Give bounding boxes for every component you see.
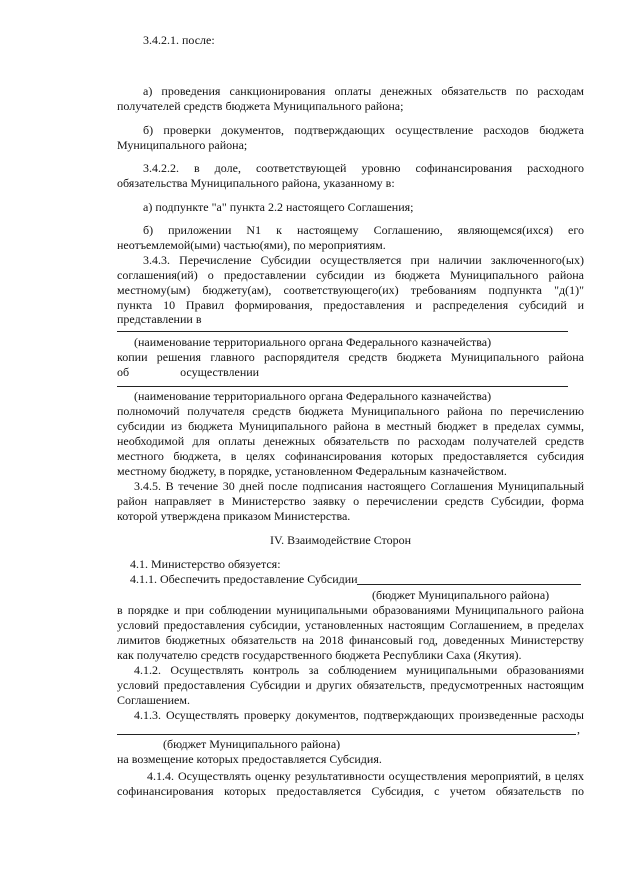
paragraph-line: субсидии из бюджета Муниципального района в местный бюджет в пределах суммы, bbox=[117, 419, 584, 433]
field-caption: (наименование территориального органа Федерального казначейства) bbox=[134, 389, 492, 403]
paragraph-line: а) проведения санкционирования оплаты денежных обязательств по расходам bbox=[143, 84, 584, 98]
field-caption: (бюджет Муниципального района) bbox=[163, 737, 341, 751]
clause-4-1-4: 4.1.4. Осуществлять оценку результативности осуществления мероприятий, в целях bbox=[147, 769, 584, 783]
clause-3-4-3: 3.4.3. Перечисление Субсидии осуществляется при наличии заключенного(ых) bbox=[143, 253, 584, 267]
field-caption: (бюджет Муниципального района) bbox=[372, 588, 550, 602]
paragraph-line: местного бюджета, в целях софинансирования которых предоставляется субсидия bbox=[117, 449, 584, 463]
paragraph-line: местному(ым) бюджету(ам), соответствующего(их) требованиям подпункта "д(1)" bbox=[117, 283, 584, 297]
paragraph-line: а) подпункте "а" пункта 2.2 настоящего Соглашения; bbox=[143, 200, 414, 214]
paragraph-line: б) приложении N1 к настоящему Соглашению, являющемся(ихся) его bbox=[143, 223, 584, 237]
fill-in-line bbox=[117, 386, 568, 387]
paragraph-line: Соглашением. bbox=[117, 693, 190, 707]
fill-in-line bbox=[117, 331, 568, 332]
paragraph-line: полномочий получателя средств бюджета Муниципального района по перечислению bbox=[117, 404, 584, 418]
fill-in-line bbox=[117, 734, 576, 735]
paragraph-line: которой утверждена приказом Министерства. bbox=[117, 509, 351, 523]
clause-4-1-2: 4.1.2. Осуществлять контроль за соблюдением муниципальными образованиями bbox=[134, 663, 584, 677]
paragraph-line: пункта 10 Правил формирования, предоставления и распределения субсидий и bbox=[117, 298, 584, 312]
paragraph-line: соглашения(ий) о предоставлении субсидии из бюджета Муниципального района bbox=[117, 268, 584, 282]
paragraph-line: как получателю средств государственного бюджета Республики Саха (Якутия). bbox=[117, 648, 522, 662]
paragraph-line: условий предоставления Субсидии и других обязательств, предусмотренных настоящим bbox=[117, 678, 584, 692]
clause-3-4-2-2: 3.4.2.2. в доле, соответствующей уровню софинансирования расходного bbox=[143, 161, 584, 175]
clause-4-1-3: 4.1.3. Осуществлять проверку документов, подтверждающих произведенные расходы bbox=[134, 708, 584, 722]
paragraph-line: условий предоставления субсидии, установленных настоящим Соглашением, в пределах bbox=[117, 618, 584, 632]
paragraph-line: обязательства Муниципального района, указанному в: bbox=[117, 176, 395, 190]
paragraph-line: необходимой для оплаты денежных обязательств по расходам получателей средств bbox=[117, 434, 584, 448]
paragraph-line: б) проверки документов, подтверждающих осуществление расходов бюджета bbox=[143, 123, 584, 137]
paragraph-line: местному бюджету, в порядке, установленном Федеральным казначейством. bbox=[117, 464, 507, 478]
paragraph-line: Муниципального района; bbox=[117, 138, 248, 152]
section-heading: IV. Взаимодействие Сторон bbox=[270, 533, 412, 547]
paragraph-line: лимитов бюджетных обязательств на 2018 финансовый год, доведенных Министерству bbox=[117, 633, 584, 647]
clause-3-4-5: 3.4.5. В течение 30 дней после подписания настоящего Соглашения Муниципальный bbox=[134, 479, 584, 493]
paragraph-line: в порядке и при соблюдении муниципальными образованиями Муниципального района bbox=[117, 603, 584, 617]
fill-in-line bbox=[357, 584, 581, 585]
paragraph-line: район направляет в Министерство заявку о перечислении средств Субсидии, форма bbox=[117, 494, 584, 508]
field-caption: (наименование территориального органа Федерального казначейства) bbox=[134, 335, 492, 349]
paragraph-line: на возмещение которых предоставляется Субсидия. bbox=[117, 752, 382, 766]
paragraph-line: об осуществлении bbox=[117, 365, 260, 379]
paragraph-line: получателей средств бюджета Муниципального района; bbox=[117, 99, 404, 113]
comma-mark: , bbox=[577, 722, 580, 736]
paragraph-line: копии решения главного распорядителя средств бюджета Муниципального района bbox=[117, 350, 584, 364]
clause-4-1-1: 4.1.1. Обеспечить предоставление Субсидии bbox=[130, 572, 358, 586]
paragraph-line: неотъемлемой(ыми) частью(ями), по мероприятиям. bbox=[117, 238, 386, 252]
paragraph-line: представлении в bbox=[117, 312, 202, 326]
clause-3-4-2-1: 3.4.2.1. после: bbox=[143, 33, 215, 47]
clause-4-1: 4.1. Министерство обязуется: bbox=[130, 557, 281, 571]
paragraph-line: софинансирования которых предоставляется Субсидия, с учетом обязательств по bbox=[117, 784, 584, 798]
